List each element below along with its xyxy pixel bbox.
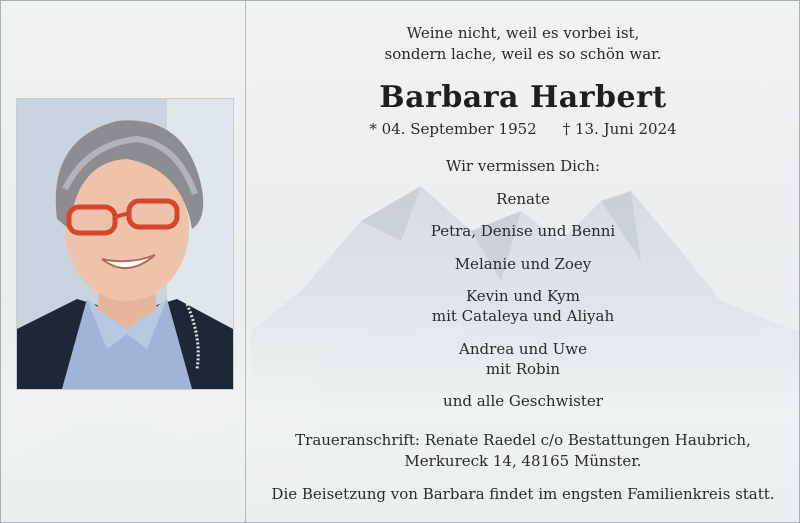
address-line-2: Merkureck 14, 48165 Münster. bbox=[404, 452, 642, 470]
mourner-line: und alle Geschwister bbox=[443, 392, 603, 410]
mourner-line: Renate bbox=[496, 190, 550, 208]
mourner-line: Andrea und Uwe bbox=[459, 340, 587, 358]
mourner-line: mit Cataleya und Aliyah bbox=[431, 307, 615, 325]
mourners-intro: Wir vermissen Dich: bbox=[445, 157, 601, 175]
quote-line-2: sondern lache, weil es so schön war. bbox=[384, 45, 662, 63]
life-dates bbox=[247, 120, 799, 138]
mourner-line: Petra, Denise und Benni bbox=[430, 222, 616, 240]
quote-line-1: Weine nicht, weil es vorbei ist, bbox=[406, 24, 640, 42]
panel-divider bbox=[245, 1, 246, 522]
funeral-note: Die Beisetzung von Barbara findet im engsten Familienkreis statt. bbox=[271, 485, 775, 503]
birth-date: * 04. September 1952 bbox=[369, 120, 537, 138]
mourner-line: Kevin und Kym bbox=[465, 287, 581, 305]
death-date: † 13. Juni 2024 bbox=[562, 120, 677, 138]
address-line-1: Traueranschrift: Renate Raedel c/o Bestattungen Haubrich, bbox=[295, 431, 751, 449]
memorial-quote bbox=[247, 23, 799, 65]
mourner-line: mit Robin bbox=[485, 360, 561, 378]
deceased-name: Barbara Harbert bbox=[379, 80, 667, 115]
portrait-photo bbox=[16, 98, 234, 390]
mourner-line: Melanie und Zoey bbox=[454, 255, 592, 273]
